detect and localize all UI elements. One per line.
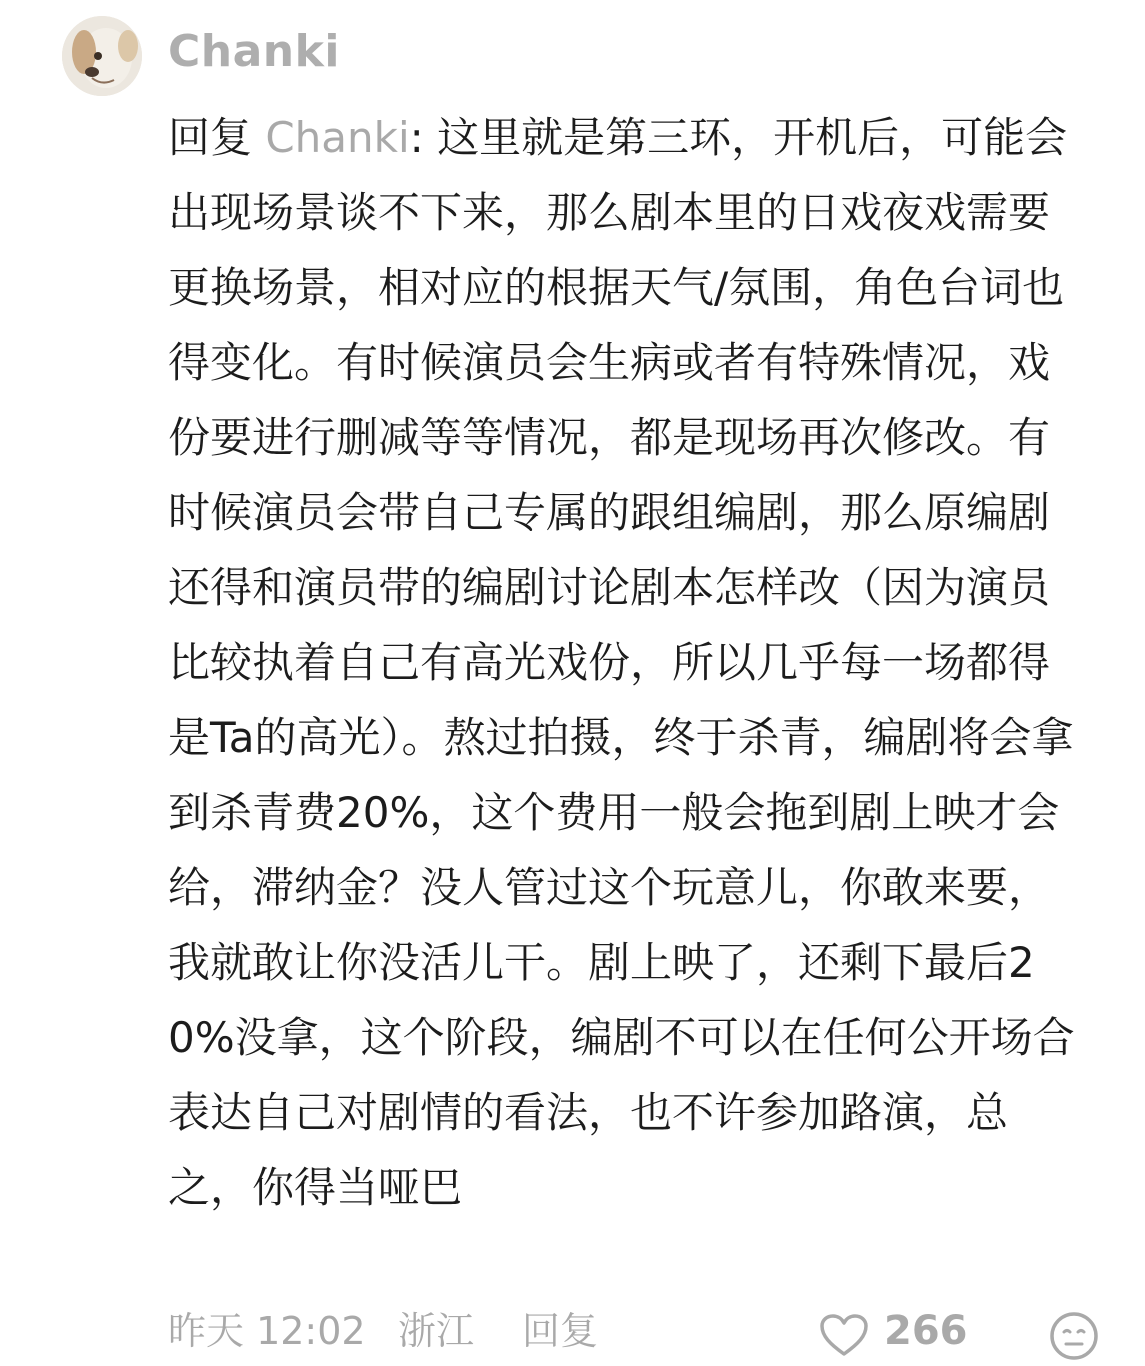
comment-footer — [168, 1306, 1108, 1366]
reply-button[interactable]: 回复 — [522, 1309, 599, 1353]
avatar[interactable] — [62, 16, 142, 96]
comment-body — [168, 100, 1088, 1225]
emoji-face-icon[interactable] — [1048, 1310, 1100, 1362]
like-count: 266 — [884, 1308, 968, 1354]
dog-avatar-icon — [62, 16, 142, 96]
reply-target-name[interactable]: Chanki — [265, 113, 410, 162]
comment-time: 昨天 12:02 — [168, 1309, 366, 1353]
comment-text: 这里就是第三环，开机后，可能会出现场景谈不下来，那么剧本里的日戏夜戏需要更换场景，相对应的根据天气/氛围，角色台词也得变化。有时候演员会生病或者有特殊情况，戏份要进行删减等等情况，都是现场再次修改。有时候演员会带自己专属的跟组编剧，那么原编剧还得和演员带的编剧讨论剧本怎样改（因为演员比较执着自己有高光戏份，所以几乎每一场都得是Ta的高光）。熬过拍摄，终于杀青，编剧将会拿到杀青费20%，这个费用一般会拖到剧上映才会给，滞纳金？没人管过这个玩意儿，你敢来要，我就敢让你没活儿干。剧上映了，还剩下最后20%没拿，这个阶段，编剧不可以在任何公开场合表达自己对剧情的看法，也不许参加路演，总之，你得当哑巴 — [168, 113, 1075, 1212]
heart-icon[interactable] — [818, 1312, 870, 1358]
comment-location: 浙江 — [398, 1309, 475, 1353]
author-name[interactable]: Chanki — [168, 26, 340, 77]
reply-prefix: 回复 — [168, 113, 266, 162]
reply-colon: : — [409, 113, 438, 162]
